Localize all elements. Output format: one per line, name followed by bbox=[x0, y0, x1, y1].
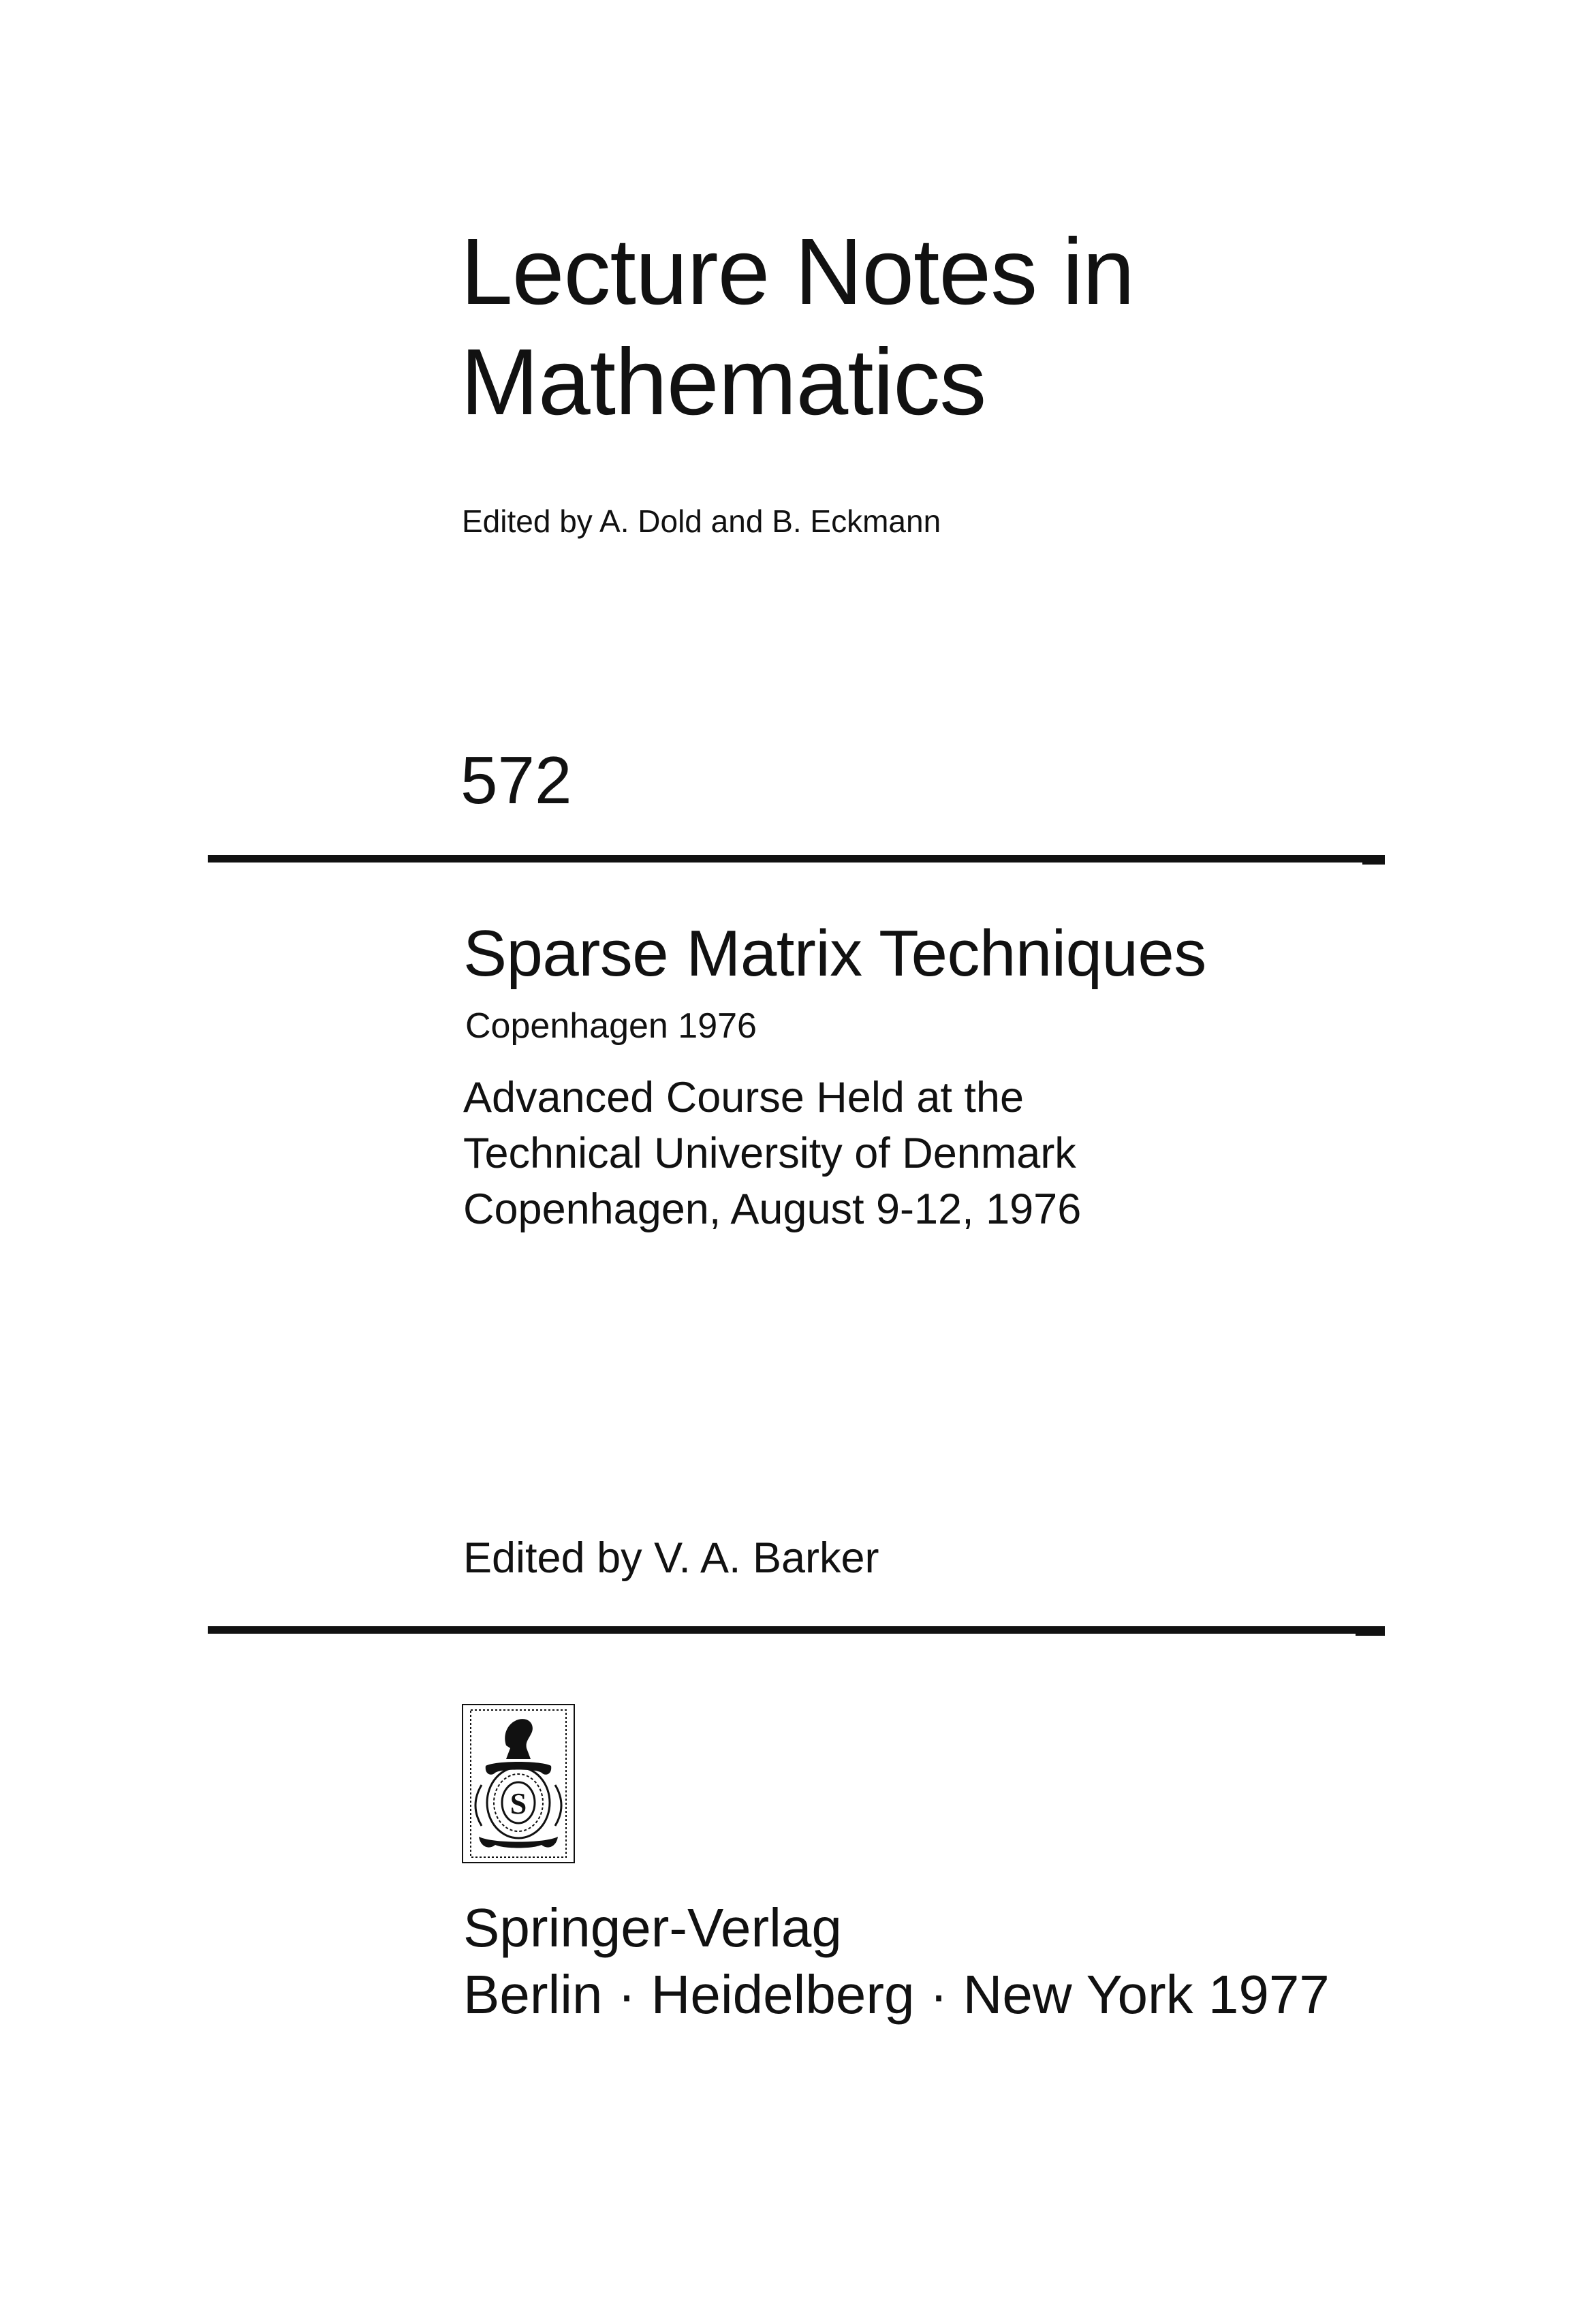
springer-knight-logo-icon bbox=[461, 1703, 576, 1864]
volume-number: 572 bbox=[460, 743, 572, 818]
series-editors: Edited by A. Dold and B. Eckmann bbox=[462, 503, 941, 539]
springer-logo-letter: S bbox=[510, 1787, 527, 1820]
book-description-line-2: Technical University of Denmark bbox=[463, 1130, 1076, 1177]
book-editor: Edited by V. A. Barker bbox=[463, 1534, 879, 1582]
series-title-line-2: Mathematics bbox=[460, 330, 986, 435]
book-description-line-3: Copenhagen, August 9-12, 1976 bbox=[463, 1185, 1082, 1233]
top-divider-tail bbox=[1362, 862, 1385, 865]
bottom-divider bbox=[208, 1626, 1385, 1634]
book-subtitle: Copenhagen 1976 bbox=[465, 1006, 757, 1046]
bottom-divider-tail bbox=[1356, 1634, 1385, 1636]
book-title: Sparse Matrix Techniques bbox=[463, 917, 1206, 990]
book-description-line-1: Advanced Course Held at the bbox=[463, 1074, 1024, 1121]
publisher-place-year: Berlin · Heidelberg · New York 1977 bbox=[463, 1964, 1330, 2025]
publisher-name: Springer-Verlag bbox=[463, 1897, 842, 1958]
series-title-line-1: Lecture Notes in bbox=[460, 219, 1134, 324]
top-divider bbox=[208, 855, 1385, 862]
